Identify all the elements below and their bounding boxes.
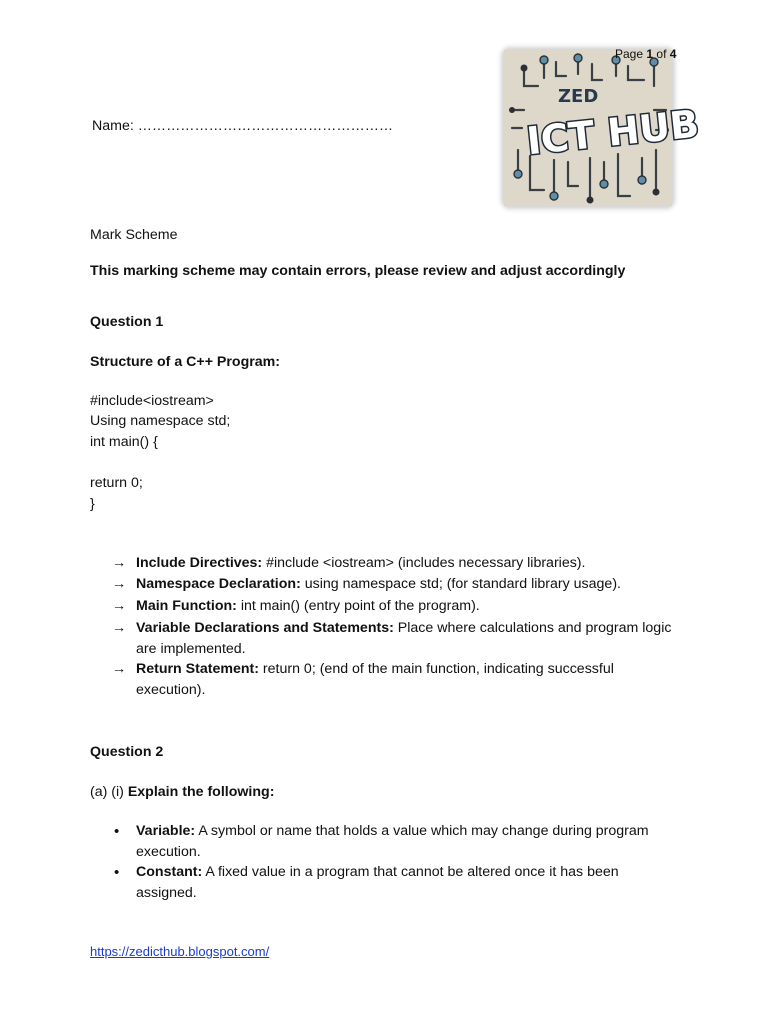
code-line-4: return 0; [90,475,143,491]
code-line-1: #include<iostream> [90,393,214,409]
item-term: Return Statement: [136,661,259,677]
footer-link[interactable]: https://zedicthub.blogspot.com/ [90,944,270,959]
arrow-icon: → [112,576,127,592]
item-term: Variable Declarations and Statements: [136,620,394,636]
document-title: Mark Scheme [90,227,178,243]
bullet-icon: • [114,823,120,840]
arrow-icon: → [112,620,127,636]
question-1-heading [90,312,163,332]
item-term: Namespace Declaration: [136,576,301,592]
item-description: int main() (entry point of the program). [236,598,480,614]
question-2-heading [90,742,163,762]
list-item [112,553,672,574]
name-line [92,116,393,136]
bullet-icon: • [114,864,120,881]
list-item [112,574,672,595]
warning-text: This marking scheme may contain errors, please review and adjust accordingly [90,263,626,279]
item-description: using namespace std; (for standard library usage). [300,576,621,592]
list-item [112,596,672,617]
code-line-2: Using namespace std; [90,413,231,429]
list-item [112,618,672,659]
item-term: Constant: [136,864,203,880]
warning-note [90,261,625,281]
item-description: #include <iostream> (includes necessary libraries). [262,555,586,571]
name-blank: ……………………………………………… [137,118,394,134]
part-prefix: (a) (i) [90,784,128,800]
question-1-heading-text: Question 1 [90,314,164,330]
zed-ict-hub-logo [504,50,702,206]
question-2-part [90,782,274,802]
question-2-heading-text: Question 2 [90,744,164,760]
part-instruction: Explain the following: [127,784,275,800]
arrow-icon: → [112,598,127,614]
name-label: Name: [92,118,138,134]
item-term: Variable: [136,823,196,839]
item-description: return 0; (end of the main function, indicating successful execution). [136,661,614,698]
page-current: 1 [646,47,654,61]
list-item [114,821,674,863]
item-description: A symbol or name that holds a value which may change during program execution. [136,823,649,860]
question-1-subheading-text: Structure of a C++ Program: [90,354,281,370]
item-term: Main Function: [136,598,237,614]
item-description: Place where calculations and program logic are implemented. [136,620,672,657]
page-number [615,47,676,61]
code-line-3: int main() { [90,434,158,450]
question-1-subheading [90,352,280,372]
item-term: Include Directives: [136,555,263,571]
page-total: 4 [669,47,677,61]
code-line-5: } [90,496,95,512]
page-of: of [656,47,667,61]
list-item [114,862,674,904]
page-label: Page [615,47,644,61]
list-item [112,659,672,700]
svg-text:ZED: ZED [558,86,599,107]
arrow-icon: → [112,555,127,571]
footer [90,942,269,962]
arrow-icon: → [112,661,127,677]
svg-text:ICT HUB: ICT HUB [524,101,702,164]
item-description: A fixed value in a program that cannot be altered once it has been assigned. [136,864,619,901]
